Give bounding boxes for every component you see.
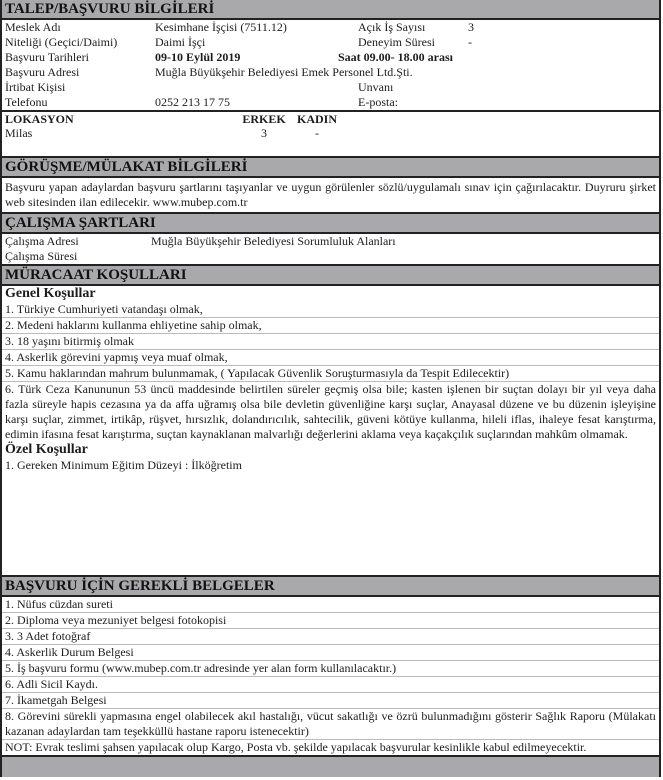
value: Daimi İşçi	[155, 35, 206, 49]
section-title-gorusme: GÖRÜŞME/MÜLAKAT BİLGİLERİ	[2, 156, 659, 178]
belge-item: 8. Görevini sürekli yapmasına engel olabilecek akıl hastalığı, vücut sakatlığı ve özrü bulunmadığını gösterir Sağlık Raporu (Mülakatı kazanan adaylardan tam teşekküllü hastane raporu istenecektir)	[2, 709, 659, 740]
belge-item: 7. İkametgah Belgesi	[2, 693, 659, 709]
talep-row	[2, 20, 659, 35]
genel-item: 2. Medeni haklarını kullanma ehliyetine sahip olmak,	[2, 318, 659, 334]
erkek-col: ERKEK	[242, 112, 286, 126]
value: Muğla Büyükşehir Belediyesi Sorumluluk Alanları	[151, 234, 396, 248]
label: Niteliği (Geçici/Daimi)	[5, 35, 118, 49]
label: İrtibat Kişisi	[5, 80, 66, 94]
genel-item: 1. Türkiye Cumhuriyeti vatandaşı olmak,	[2, 302, 659, 318]
genel-item: 5. Kamu haklarından mahrum bulunmamak, ( Yapılacak Güvenlik Soruşturmasıyla da Tespit Edilecektir)	[2, 366, 659, 382]
section-title-belgeler: BAŞVURU İÇİN GEREKLİ BELGELER	[2, 575, 659, 597]
next-section-bar	[2, 755, 659, 777]
lokasyon-col: LOKASYON	[5, 112, 74, 126]
value: 0252 213 17 75	[155, 95, 230, 109]
label2: Deneyim Süresi	[358, 35, 435, 49]
belge-item: 1. Nüfus cüzdan sureti	[2, 597, 659, 613]
belge-item: 3. 3 Adet fotoğraf	[2, 629, 659, 645]
ozel-item: 1. Gereken Minimum Eğitim Düzeyi : İlköğretim	[5, 458, 242, 472]
section-title-talep: TALEP/BAŞVURU BİLGİLERİ	[2, 0, 659, 20]
talep-row	[2, 65, 659, 80]
value2: -	[468, 35, 472, 49]
label: Telefonu	[5, 95, 48, 109]
kadin-col: KADIN	[296, 112, 337, 126]
value	[155, 80, 338, 95]
gorusme-text: Başvuru yapan adaylardan başvuru şartlarını taşıyanlar ve uygun görülenler sözlü/uygulamalı sınav için çağırılacaktır. Duyruru şirket web sitesinden ilan edilecekir. www.mubep.com.tr	[5, 180, 656, 209]
lokasyon-row	[2, 126, 659, 156]
section-title-calisma: ÇALIŞMA ŞARTLARI	[2, 212, 659, 234]
value: Kesimhane İşçisi (7511.12)	[155, 20, 287, 34]
talep-row	[2, 95, 659, 110]
lokasyon-name: Milas	[5, 126, 33, 140]
talep-row	[2, 35, 659, 50]
section-title-muracaat: MÜRACAAT KOŞULLARI	[2, 264, 659, 286]
belge-item: 4. Askerlik Durum Belgesi	[2, 645, 659, 661]
belgeler-list	[2, 597, 659, 755]
talep-table	[2, 20, 659, 110]
genel-item: 6. Türk Ceza Kanununun 53 üncü maddesinde belirtilen süreler geçmiş olsa bile; kasten işlenen bir suçtan dolayı bir yıl veya daha fazla süreyle hapis cezasına ya da affa uğramış olsa bile devletin güvenliğine karşı suçlar, Anayasal düzene ve bu düzenin işleyişine karşı suçlar, zimmet, irtikâp, rüşvet, hırsızlık, dolandırıcılık, sahtecilik, güveni kötüye kullanma, hileli iflas, ihaleye fesat karıştırma, edimin ifasına fesat karıştırma, suçtan kaynaklanan malvarlığı değerlerini aklama veya kaçakçılık suçlarından mahkûm olmamak.	[5, 382, 656, 441]
value: Muğla Büyükşehir Belediyesi Emek Personel Ltd.Şti.	[155, 65, 413, 79]
application-dates: 09-10 Eylül 2019	[155, 50, 241, 64]
label2: E-posta:	[358, 95, 398, 109]
belge-item: 5. İş başvuru formu (www.mubep.com.tr adresinde yer alan form kullanılacaktır.)	[2, 661, 659, 677]
label2: Açık İş Sayısı	[358, 20, 426, 34]
label: Çalışma Adresi	[5, 234, 79, 248]
label: Çalışma Süresi	[5, 249, 78, 263]
belge-item: 2. Diploma veya mezuniyet belgesi fotokopisi	[2, 613, 659, 629]
value2: 3	[468, 20, 474, 34]
kadin-count: -	[315, 126, 319, 140]
ozel-kosullar-title: Özel Koşullar	[5, 442, 88, 457]
label2: Unvanı	[358, 80, 394, 94]
label: Başvuru Tarihleri	[5, 50, 89, 64]
genel-item: 4. Askerlik görevini yapmış veya muaf olmak,	[2, 350, 659, 366]
label: Meslek Adı	[5, 20, 61, 34]
calisma-row	[2, 249, 659, 264]
muracaat-body	[2, 286, 659, 575]
talep-row	[2, 80, 659, 95]
genel-item: 3. 18 yaşını bitirmiş olmak	[2, 334, 659, 350]
lokasyon-header	[2, 110, 659, 126]
erkek-count: 3	[261, 126, 267, 140]
belge-note: NOT: Evrak teslimi şahsen yapılacak olup Kargo, Posta vb. şekilde yapılacak başvurular kesinlikle kabul edilmeyecektir.	[5, 740, 587, 754]
application-hours: Saat 09.00- 18.00 arası	[338, 50, 453, 64]
genel-kosullar-title: Genel Koşullar	[5, 286, 96, 301]
belge-item: 6. Adli Sicil Kaydı.	[2, 677, 659, 693]
talep-row	[2, 50, 659, 65]
calisma-row	[2, 234, 659, 249]
label: Başvuru Adresi	[5, 65, 80, 79]
